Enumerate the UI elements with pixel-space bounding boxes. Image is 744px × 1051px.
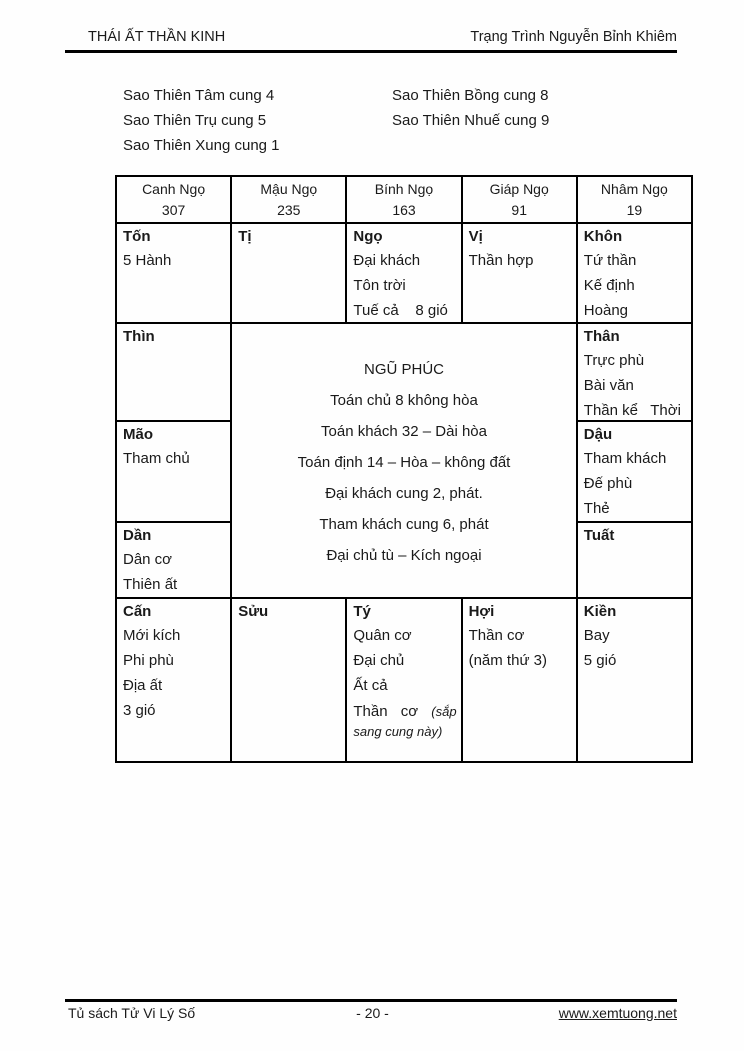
year-header-nham-ngo [577,176,692,223]
cell-label: Tuất [583,527,615,544]
star-line: Sao Thiên Xung cung 1 [123,137,280,154]
cell-label: Kiền [583,603,617,620]
cell-line: Tứ thần [583,252,637,269]
cell-label: Khôn [583,228,623,245]
cell-label: Dậu [583,426,613,443]
chart-cell-dau [577,421,692,522]
cell-line: (năm thứ 3) [468,652,547,669]
year-header-binh-ngo [346,176,461,223]
chart-cell-tuat [577,522,692,598]
cell-label: Tý [353,603,371,620]
cell-line: Thần kể Thời [583,402,681,419]
cell-label: Tị [238,228,252,245]
cell-line: 5 Hành [123,252,172,269]
cell-line: Thẻ [583,500,610,517]
chart-cell-kien [577,598,692,762]
cell-line: Dân cơ [123,551,173,568]
page-number: - 20 - [356,1005,389,1021]
cell-line: Phi phù [123,652,174,669]
cell-label: Ngọ [353,228,383,245]
cell-line: 3 gió [123,702,156,719]
footer-rule [65,999,677,1002]
star-list [123,83,549,158]
footer-website [474,1004,677,1023]
star-line: Sao Thiên Nhuế cung 9 [392,112,550,129]
cell-label: Hợi [468,603,495,620]
chart-cell-ty [346,598,461,762]
cell-line: 5 gió [583,652,617,669]
year-header-mau-ngo [231,176,346,223]
thai-at-chart-grid [115,175,693,763]
cell-line: Trực phù [583,352,645,369]
cell-line: Đế phù [583,475,633,492]
cell-line: Kế định [583,277,635,294]
chart-cell-than [577,323,692,421]
center-line: Tham khách cung 6, phát [319,516,489,533]
chart-cell-vi [462,223,577,323]
year-number: 19 [626,202,643,218]
chart-center-summary [231,323,577,598]
header-rule [65,50,677,53]
cell-line-with-note [353,702,461,742]
star-line: Sao Thiên Trụ cung 5 [123,112,267,129]
year-number: 91 [511,202,527,218]
cell-line: Đại chủ [353,652,405,669]
chart-cell-thin [116,323,231,421]
cell-line: Bay [583,627,610,644]
cell-line: Hoàng [583,302,628,319]
chart-cell-suu [231,598,346,762]
year-name: Canh Ngọ [142,181,206,197]
year-name: Bính Ngọ [374,181,434,197]
cell-label: Cấn [123,603,152,620]
cell-line: Mới kích [123,627,181,644]
cell-line: Tham khách [583,450,667,467]
star-list-left-column [123,83,392,158]
cell-line: Thần cơ [468,627,525,644]
center-line: Đại khách cung 2, phát. [325,485,483,502]
center-line: Đại chủ tù – Kích ngoại [326,547,482,564]
cell-label: Vị [468,228,483,245]
cell-label: Thân [583,328,620,345]
cell-label: Dần [123,527,152,544]
chart-cell-ton [116,223,231,323]
page-footer [68,1004,677,1023]
year-name: Mậu Ngọ [260,181,318,197]
center-line: Toán định 14 – Hòa – không đất [297,454,511,471]
cell-line: Tham chủ [123,450,190,467]
chart-cell-khon [577,223,692,323]
author-name: Trạng Trình Nguyễn Bỉnh Khiêm [470,29,677,45]
year-number: 163 [392,202,416,218]
year-header-canh-ngo [116,176,231,223]
year-name: Giáp Ngọ [489,181,549,197]
center-title: NGŨ PHÚC [363,361,444,378]
cell-line: Địa ất [123,677,163,694]
website-link[interactable]: www.xemtuong.net [558,1005,677,1021]
star-line: Sao Thiên Bồng cung 8 [392,87,549,104]
star-list-right-column [392,83,549,158]
cell-line: Bài văn [583,377,634,394]
footer-series-title: Tủ sách Tử Vi Lý Số [68,1005,196,1021]
year-header-giap-ngo [462,176,577,223]
cell-line: Tôn trời [353,277,406,294]
cell-line: Ất cả [353,677,388,694]
year-number: 307 [161,202,186,218]
cell-label: Mão [123,426,153,443]
cell-label: Tốn [123,228,151,245]
chart-cell-mao [116,421,231,522]
chart-cell-can [116,598,231,762]
cell-line: Đại khách [353,252,421,269]
cell-line: Tuế cả 8 gió [353,302,448,319]
chart-cell-hoi [462,598,577,762]
book-title: THÁI ẤT THẦN KINH [88,29,226,45]
chart-cell-ti [231,223,346,323]
chart-cell-dan [116,522,231,598]
cell-note-italic: (sắp sang cung này) [353,704,461,739]
center-line: Toán chủ 8 không hòa [330,392,478,409]
cell-line-text: Thần cơ [353,703,419,720]
chart-cell-ngo [346,223,461,323]
cell-line: Thần hợp [468,252,534,269]
cell-line: Thiên ất [123,576,178,593]
page-header [88,28,677,46]
cell-label: Thìn [123,328,155,345]
cell-line: Quân cơ [353,627,412,644]
year-name: Nhâm Ngọ [600,181,668,197]
year-number: 235 [277,202,301,218]
star-line: Sao Thiên Tâm cung 4 [123,87,275,104]
cell-label: Sửu [238,603,269,620]
center-line: Toán khách 32 – Dài hòa [321,423,487,440]
